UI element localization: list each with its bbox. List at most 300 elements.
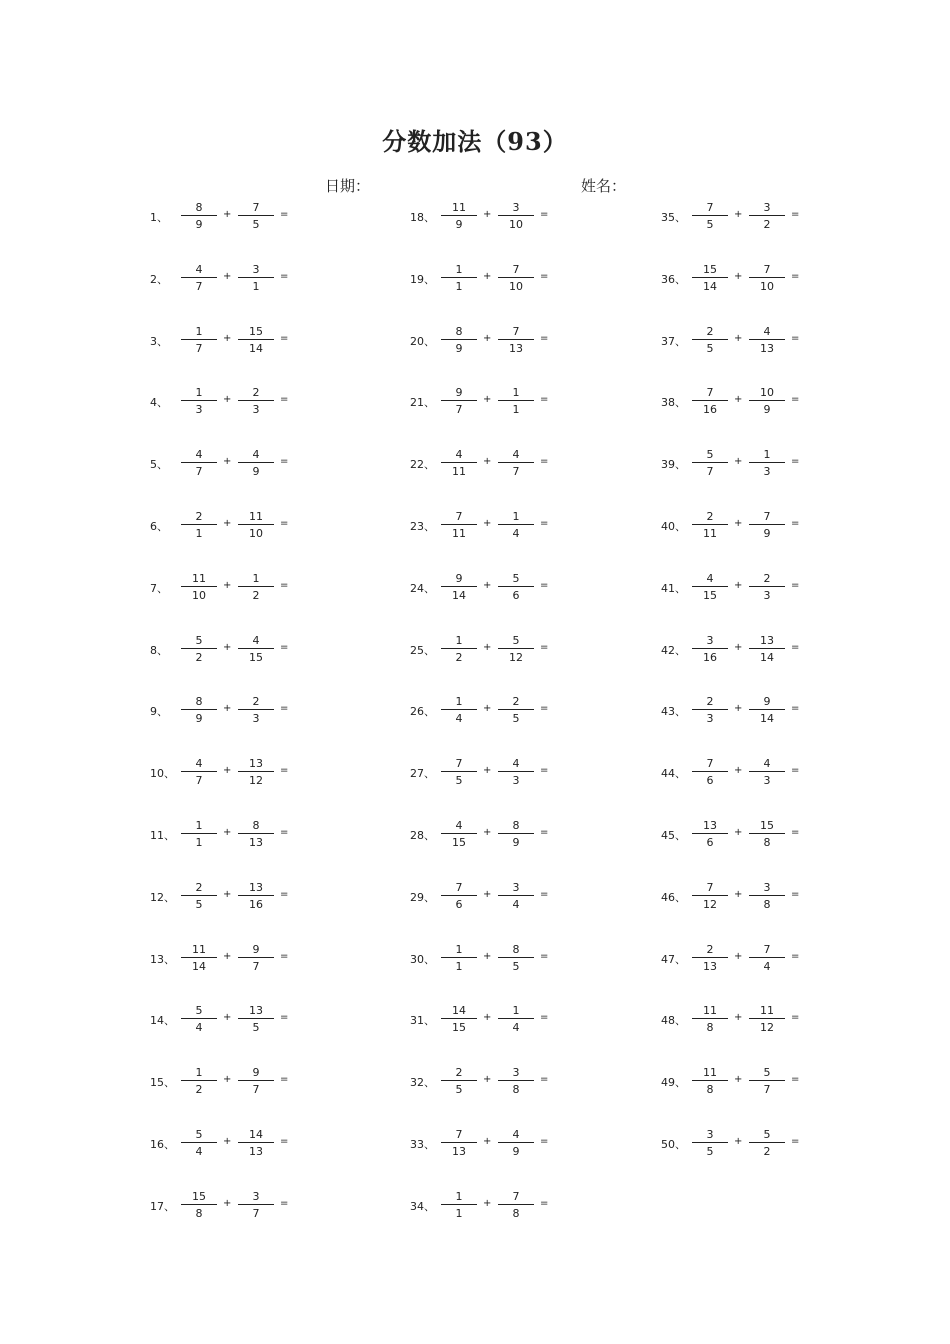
problem-item — [150, 997, 410, 1059]
numerator: 14 — [238, 1127, 274, 1143]
fraction-second — [749, 694, 785, 725]
problem-number: 17、 — [150, 1199, 175, 1213]
fraction-first — [692, 694, 728, 725]
denominator: 11 — [703, 526, 717, 540]
problem-number: 15、 — [150, 1076, 175, 1090]
problem-item — [410, 936, 670, 998]
denominator: 1 — [195, 526, 203, 540]
plus-sign: + — [734, 1135, 743, 1147]
fraction-second — [749, 880, 785, 911]
numerator: 7 — [749, 262, 785, 278]
denominator: 7 — [455, 403, 463, 417]
denominator: 9 — [512, 1144, 520, 1158]
denominator: 14 — [760, 712, 774, 726]
fraction-second — [749, 509, 785, 540]
numerator: 1 — [238, 571, 274, 587]
numerator: 3 — [498, 200, 534, 216]
problem-item — [410, 688, 670, 750]
fraction-first — [692, 633, 728, 664]
problem-item — [150, 256, 410, 318]
fraction-second — [498, 1189, 534, 1220]
plus-sign: + — [483, 1197, 492, 1209]
denominator: 13 — [452, 1144, 466, 1158]
denominator: 9 — [195, 712, 203, 726]
numerator: 7 — [749, 942, 785, 958]
numerator: 4 — [238, 633, 274, 649]
denominator: 6 — [706, 835, 714, 849]
plus-sign: + — [734, 456, 743, 468]
equals-sign: = — [540, 765, 549, 777]
fraction-first — [692, 1003, 728, 1034]
equals-sign: = — [791, 209, 800, 220]
equals-sign: = — [791, 888, 800, 900]
problem-number: 24、 — [410, 581, 435, 595]
problem-number: 4、 — [150, 396, 168, 410]
fraction-second — [498, 1065, 534, 1096]
equals-sign: = — [280, 765, 289, 777]
denominator: 1 — [195, 835, 203, 849]
denominator: 8 — [512, 1206, 520, 1220]
fraction-first — [441, 1189, 477, 1220]
denominator: 12 — [703, 897, 717, 911]
numerator: 8 — [238, 818, 274, 834]
fraction-second — [238, 447, 274, 478]
numerator: 7 — [692, 756, 728, 772]
plus-sign: + — [734, 332, 743, 344]
denominator: 13 — [249, 835, 263, 849]
problem-number: 46、 — [661, 890, 686, 904]
denominator: 3 — [706, 712, 714, 726]
equals-sign: = — [280, 270, 289, 282]
equals-sign: = — [791, 765, 800, 777]
problem-item — [410, 874, 670, 936]
problem-column-3 — [661, 194, 921, 1183]
fraction-first — [441, 447, 477, 478]
plus-sign: + — [483, 1074, 492, 1086]
numerator: 2 — [181, 880, 217, 896]
plus-sign: + — [223, 641, 232, 653]
denominator: 8 — [763, 835, 771, 849]
plus-sign: + — [734, 641, 743, 653]
plus-sign: + — [734, 950, 743, 962]
numerator: 7 — [498, 262, 534, 278]
fraction-first — [441, 385, 477, 416]
plus-sign: + — [734, 579, 743, 591]
fraction-first — [181, 1065, 217, 1096]
problem-number: 23、 — [410, 519, 435, 533]
plus-sign: + — [223, 517, 232, 529]
equals-sign: = — [791, 1012, 800, 1024]
equals-sign: = — [540, 579, 549, 591]
problem-number: 44、 — [661, 767, 686, 781]
equals-sign: = — [540, 394, 549, 406]
plus-sign: + — [483, 332, 492, 344]
denominator: 2 — [195, 1083, 203, 1097]
fraction-first — [441, 942, 477, 973]
problem-item — [150, 812, 410, 874]
fraction-second — [498, 818, 534, 849]
equals-sign: = — [280, 703, 289, 715]
problem-number: 20、 — [410, 334, 435, 348]
problem-item — [150, 1121, 410, 1183]
denominator: 4 — [195, 1021, 203, 1035]
equals-sign: = — [791, 394, 800, 406]
numerator: 5 — [181, 1127, 217, 1143]
denominator: 1 — [455, 279, 463, 293]
denominator: 16 — [249, 897, 263, 911]
problem-item — [661, 874, 921, 936]
fraction-second — [749, 571, 785, 602]
plus-sign: + — [734, 703, 743, 715]
denominator: 1 — [512, 403, 520, 417]
page-title: 分数加法（93） — [382, 127, 568, 156]
denominator: 2 — [195, 650, 203, 664]
denominator: 4 — [455, 712, 463, 726]
denominator: 10 — [249, 526, 263, 540]
problem-number: 13、 — [150, 952, 175, 966]
problem-item — [150, 565, 410, 627]
numerator: 13 — [238, 1003, 274, 1019]
fraction-first — [441, 880, 477, 911]
denominator: 14 — [249, 341, 263, 355]
plus-sign: + — [483, 826, 492, 838]
plus-sign: + — [223, 394, 232, 406]
numerator: 13 — [692, 818, 728, 834]
problem-number: 16、 — [150, 1137, 175, 1151]
equals-sign: = — [280, 1135, 289, 1147]
denominator: 15 — [703, 588, 717, 602]
fraction-second — [749, 385, 785, 416]
numerator: 1 — [498, 509, 534, 525]
denominator: 7 — [195, 774, 203, 788]
numerator: 9 — [441, 385, 477, 401]
denominator: 7 — [195, 279, 203, 293]
denominator: 4 — [763, 959, 771, 973]
problem-item — [150, 318, 410, 380]
denominator: 6 — [455, 897, 463, 911]
fraction-first — [181, 571, 217, 602]
numerator: 1 — [749, 447, 785, 463]
fraction-second — [498, 880, 534, 911]
numerator: 3 — [238, 1189, 274, 1205]
numerator: 10 — [749, 385, 785, 401]
problem-number: 42、 — [661, 643, 686, 657]
problem-item — [410, 256, 670, 318]
denominator: 9 — [455, 218, 463, 231]
problem-number: 25、 — [410, 643, 435, 657]
numerator: 8 — [441, 324, 477, 340]
equals-sign: = — [280, 579, 289, 591]
fraction-first — [692, 262, 728, 293]
fraction-second — [238, 571, 274, 602]
fraction-second — [498, 1127, 534, 1158]
fraction-second — [238, 509, 274, 540]
denominator: 5 — [455, 774, 463, 788]
numerator: 1 — [441, 262, 477, 278]
problem-number: 8、 — [150, 643, 168, 657]
denominator: 9 — [512, 835, 520, 849]
numerator: 9 — [441, 571, 477, 587]
denominator: 3 — [252, 403, 260, 417]
denominator: 7 — [512, 465, 520, 479]
problem-number: 38、 — [661, 396, 686, 410]
denominator: 8 — [706, 1083, 714, 1097]
plus-sign: + — [223, 456, 232, 468]
numerator: 3 — [749, 880, 785, 896]
plus-sign: + — [223, 703, 232, 715]
denominator: 3 — [763, 465, 771, 479]
problem-item — [410, 750, 670, 812]
numerator: 2 — [692, 694, 728, 710]
numerator: 2 — [692, 324, 728, 340]
problem-number: 39、 — [661, 458, 686, 472]
numerator: 4 — [749, 756, 785, 772]
fraction-first — [692, 324, 728, 355]
numerator: 11 — [692, 1065, 728, 1081]
denominator: 14 — [192, 959, 206, 973]
denominator: 16 — [703, 403, 717, 417]
fraction-first — [692, 880, 728, 911]
equals-sign: = — [280, 456, 289, 468]
problem-item — [150, 688, 410, 750]
fraction-second — [498, 262, 534, 293]
plus-sign: + — [223, 826, 232, 838]
fraction-second — [238, 385, 274, 416]
problem-number: 37、 — [661, 334, 686, 348]
numerator: 5 — [692, 447, 728, 463]
equals-sign: = — [280, 394, 289, 406]
denominator: 5 — [512, 959, 520, 973]
denominator: 10 — [509, 218, 523, 231]
equals-sign: = — [791, 950, 800, 962]
numerator: 4 — [749, 324, 785, 340]
fraction-first — [441, 571, 477, 602]
numerator: 8 — [498, 818, 534, 834]
fraction-second — [749, 324, 785, 355]
numerator: 15 — [749, 818, 785, 834]
numerator: 4 — [441, 818, 477, 834]
numerator: 1 — [181, 1065, 217, 1081]
fraction-second — [498, 385, 534, 416]
numerator: 7 — [749, 509, 785, 525]
name-field-label: 姓名： — [581, 177, 627, 195]
equals-sign: = — [540, 517, 549, 529]
problem-number: 47、 — [661, 952, 686, 966]
numerator: 4 — [181, 756, 217, 772]
numerator: 7 — [498, 1189, 534, 1205]
problem-item — [150, 441, 410, 503]
date-field-label: 日期： — [325, 177, 371, 195]
numerator: 7 — [692, 880, 728, 896]
denominator: 7 — [763, 1083, 771, 1097]
denominator: 4 — [512, 526, 520, 540]
problem-item — [150, 503, 410, 565]
problem-item — [410, 812, 670, 874]
fraction-second — [498, 447, 534, 478]
problem-item — [410, 627, 670, 689]
fraction-second — [749, 447, 785, 478]
fraction-first — [181, 818, 217, 849]
fraction-first — [692, 1065, 728, 1096]
fraction-first — [181, 509, 217, 540]
denominator: 8 — [512, 1083, 520, 1097]
numerator: 2 — [749, 571, 785, 587]
numerator: 7 — [441, 509, 477, 525]
problem-item — [661, 379, 921, 441]
fraction-first — [441, 324, 477, 355]
fraction-first — [181, 1127, 217, 1158]
fraction-first — [441, 1127, 477, 1158]
equals-sign: = — [791, 1074, 800, 1086]
numerator: 11 — [749, 1003, 785, 1019]
denominator: 14 — [760, 650, 774, 664]
plus-sign: + — [483, 1135, 492, 1147]
numerator: 11 — [441, 200, 477, 216]
numerator: 8 — [181, 200, 217, 216]
equals-sign: = — [791, 641, 800, 653]
fraction-first — [181, 385, 217, 416]
equals-sign: = — [280, 641, 289, 653]
denominator: 8 — [763, 897, 771, 911]
problem-item — [661, 256, 921, 318]
numerator: 3 — [238, 262, 274, 278]
fraction-second — [498, 200, 534, 231]
problem-number: 34、 — [410, 1199, 435, 1213]
equals-sign: = — [791, 270, 800, 282]
numerator: 8 — [181, 694, 217, 710]
denominator: 4 — [512, 1021, 520, 1035]
problem-item — [661, 1059, 921, 1121]
problem-number: 35、 — [661, 211, 686, 224]
fraction-first — [441, 694, 477, 725]
equals-sign: = — [280, 950, 289, 962]
denominator: 10 — [509, 279, 523, 293]
fraction-second — [749, 200, 785, 231]
fraction-first — [692, 571, 728, 602]
plus-sign: + — [483, 579, 492, 591]
numerator: 5 — [498, 633, 534, 649]
problem-number: 45、 — [661, 828, 686, 842]
fraction-second — [749, 942, 785, 973]
denominator: 7 — [252, 1206, 260, 1220]
denominator: 9 — [195, 218, 203, 231]
problem-number: 5、 — [150, 458, 168, 472]
fraction-second — [238, 1003, 274, 1034]
numerator: 11 — [692, 1003, 728, 1019]
numerator: 15 — [181, 1189, 217, 1205]
plus-sign: + — [483, 394, 492, 406]
fraction-second — [749, 1127, 785, 1158]
numerator: 2 — [692, 509, 728, 525]
numerator: 13 — [749, 633, 785, 649]
fraction-first — [441, 1065, 477, 1096]
denominator: 13 — [760, 341, 774, 355]
numerator: 3 — [498, 880, 534, 896]
numerator: 4 — [498, 756, 534, 772]
denominator: 6 — [512, 588, 520, 602]
problem-item — [661, 997, 921, 1059]
problem-item — [661, 627, 921, 689]
problem-number: 32、 — [410, 1076, 435, 1090]
fraction-second — [238, 880, 274, 911]
plus-sign: + — [483, 456, 492, 468]
plus-sign: + — [483, 765, 492, 777]
denominator: 11 — [452, 465, 466, 479]
plus-sign: + — [223, 1135, 232, 1147]
numerator: 2 — [238, 694, 274, 710]
numerator: 7 — [692, 200, 728, 216]
denominator: 5 — [252, 218, 260, 231]
fraction-second — [238, 1127, 274, 1158]
denominator: 3 — [252, 712, 260, 726]
numerator: 2 — [181, 509, 217, 525]
fraction-first — [441, 262, 477, 293]
fraction-second — [498, 694, 534, 725]
equals-sign: = — [540, 950, 549, 962]
numerator: 3 — [498, 1065, 534, 1081]
fraction-second — [238, 262, 274, 293]
equals-sign: = — [540, 641, 549, 653]
denominator: 5 — [706, 218, 714, 231]
problem-number: 49、 — [661, 1076, 686, 1090]
numerator: 1 — [498, 1003, 534, 1019]
denominator: 13 — [703, 959, 717, 973]
denominator: 13 — [509, 341, 523, 355]
denominator: 7 — [706, 465, 714, 479]
denominator: 3 — [763, 588, 771, 602]
problem-number: 10、 — [150, 767, 175, 781]
fraction-second — [749, 756, 785, 787]
numerator: 4 — [238, 447, 274, 463]
fraction-first — [441, 200, 477, 231]
numerator: 5 — [181, 633, 217, 649]
denominator: 8 — [195, 1206, 203, 1220]
equals-sign: = — [540, 1012, 549, 1024]
problem-column-2 — [410, 194, 670, 1245]
denominator: 5 — [455, 1083, 463, 1097]
numerator: 8 — [498, 942, 534, 958]
denominator: 7 — [252, 1083, 260, 1097]
denominator: 15 — [452, 1021, 466, 1035]
numerator: 5 — [749, 1065, 785, 1081]
fraction-second — [749, 262, 785, 293]
problem-item — [661, 936, 921, 998]
denominator: 7 — [195, 341, 203, 355]
plus-sign: + — [734, 765, 743, 777]
numerator: 4 — [498, 1127, 534, 1143]
numerator: 11 — [238, 509, 274, 525]
problem-item — [661, 194, 921, 256]
plus-sign: + — [734, 209, 743, 220]
denominator: 12 — [509, 650, 523, 664]
fraction-second — [238, 942, 274, 973]
problem-number: 27、 — [410, 767, 435, 781]
numerator: 2 — [692, 942, 728, 958]
fraction-second — [238, 694, 274, 725]
equals-sign: = — [280, 517, 289, 529]
denominator: 12 — [249, 774, 263, 788]
plus-sign: + — [483, 641, 492, 653]
problem-number: 26、 — [410, 705, 435, 719]
plus-sign: + — [223, 209, 232, 220]
plus-sign: + — [483, 703, 492, 715]
plus-sign: + — [483, 1012, 492, 1024]
equals-sign: = — [540, 209, 549, 220]
equals-sign: = — [540, 456, 549, 468]
denominator: 5 — [195, 897, 203, 911]
plus-sign: + — [223, 1074, 232, 1086]
denominator: 11 — [452, 526, 466, 540]
